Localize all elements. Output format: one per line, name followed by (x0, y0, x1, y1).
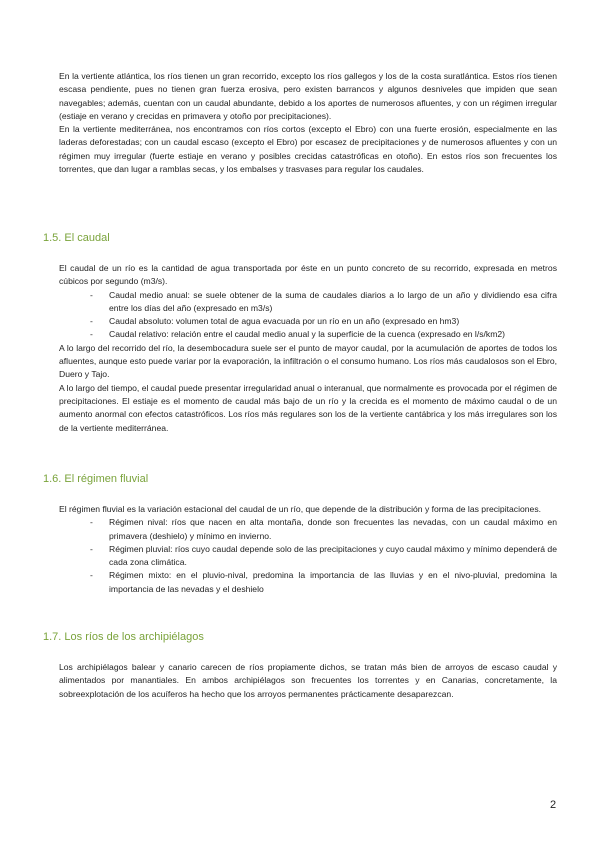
intro-block (59, 70, 557, 176)
list-item: - Caudal absoluto: volumen total de agua evacuada por un río en un año (expresado en hm3) (109, 315, 557, 328)
bullet-list (59, 289, 557, 342)
bullet-list (59, 516, 557, 596)
page-number: 2 (550, 799, 557, 811)
section-body (59, 661, 557, 701)
paragraph: A lo largo del recorrido del río, la desembocadura suele ser el punto de mayor caudal, por la acumulación de aportes de todos los afluentes, aunque esto puede variar por la evaporación, la infiltración o el consumo humano. Los ríos más caudalosos son el Ebro, Duero y Tajo. (59, 342, 557, 380)
paragraph: A lo largo del tiempo, el caudal puede presentar irregularidad anual o interanual, que normalmente es provocada por el régimen de precipitaciones. El estiaje es el momento de caudal más bajo de un río y la crecida es el momento de máximo caudal o de un aumento anormal con efectos catastróficos. Los ríos más regulares son los de la vertiente cantábrica y los más irregulares son los de la vertiente mediterránea. (59, 382, 557, 433)
list-item: - Régimen pluvial: ríos cuyo caudal depende solo de las precipitaciones y cuyo caudal máximo y mínimo dependerá de cada zona climática. (109, 543, 557, 570)
section-body (59, 262, 557, 435)
paragraph: En la vertiente mediterránea, nos encontramos con ríos cortos (excepto el Ebro) con una fuerte erosión, especialmente en las laderas deforestadas; con un caudal escaso (excepto el Ebro) por escasez de precipitaciones y de numerosos afluentes y con un régimen muy irregular (fuerte estiaje en verano y posibles crecidas catastróficas en otoño). En estos ríos son frecuentes los torrentes, que dan lugar a ramblas secas, y los embalses y trasvases para regular los caudales. (59, 124, 557, 175)
list-item: - Caudal relativo: relación entre el caudal medio anual y la superficie de la cuenca (expresado en l/s/km2) (109, 328, 557, 341)
list-item: - Régimen mixto: en el pluvio-nival, predomina la importancia de las lluvias y en el nivo-pluvial, predomina la importancia de las nevadas y el deshielo (109, 569, 557, 596)
section-heading: 1.5. El caudal (43, 232, 110, 244)
paragraph: En la vertiente atlántica, los ríos tienen un gran recorrido, excepto los ríos gallegos y los de la costa suratlántica. Estos ríos tienen escasa pendiente, pues no tienen gran fuerza erosiva, pero existen barrancos y algunos desniveles que impiden que sean navegables; además, cuentan con un caudal abundante, debido a los aportes de numerosos afluentes, y con un régimen irregular (estiaje en verano y crecidas en primavera y otoño por precipitaciones). (59, 71, 557, 121)
list-item: - Régimen nival: ríos que nacen en alta montaña, donde son frecuentes las nevadas, con un caudal máximo en primavera (deshielo) y mínimo en invierno. (109, 516, 557, 543)
paragraph: Los archipiélagos balear y canario carecen de ríos propiamente dichos, se tratan más bien de arroyos de escaso caudal y alimentados por manantiales. En ambos archipiélagos son frecuentes los torrentes y en Canarias, concretamente, la sobreexplotación de los acuíferos ha hecho que los arroyos permanentes prácticamente desaparezcan. (59, 662, 557, 699)
section-heading: 1.6. El régimen fluvial (43, 473, 149, 485)
section-heading: 1.7. Los ríos de los archipiélagos (43, 631, 204, 643)
paragraph: El caudal de un río es la cantidad de agua transportada por éste en un punto concreto de su recorrido, expresada en metros cúbicos por segundo (m3/s). (59, 263, 557, 287)
paragraph: El régimen fluvial es la variación estacional del caudal de un río, que depende de la distribución y forma de las precipitaciones. (59, 504, 542, 514)
list-item: - Caudal medio anual: se suele obtener de la suma de caudales diarios a lo largo de un año y dividiendo esa cifra entre los días del año (expresado en m3/s) (109, 289, 557, 316)
section-body (59, 503, 557, 596)
